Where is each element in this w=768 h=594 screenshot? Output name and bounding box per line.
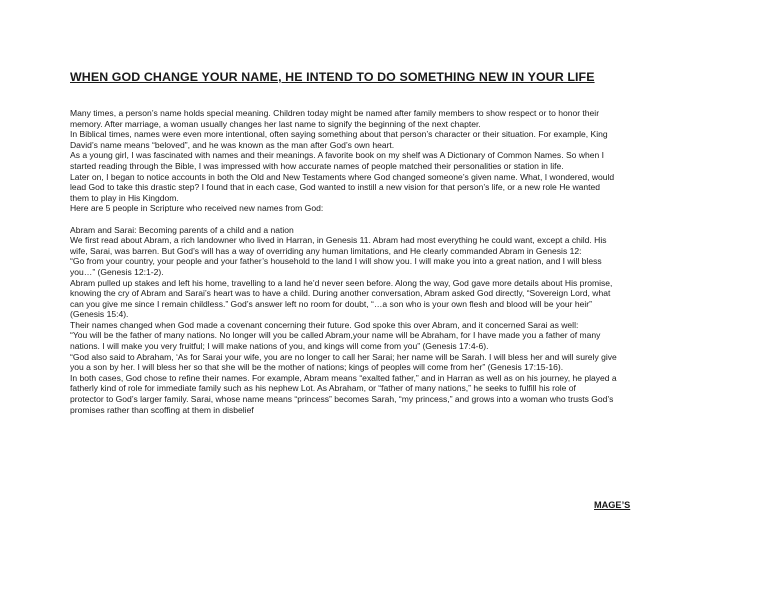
author-signature: MAGE’S — [594, 500, 631, 510]
body-line: lead God to take this drastic step? I found that in each case, God wanted to instill a new vision for that person’s life, or a new role He wanted — [70, 182, 601, 193]
body-line: you a son by her. I will bless her so that she will be the mother of nations; kings of peoples will come from her” (Genesis 17:15-16). — [70, 362, 564, 373]
body-line: them to play in His Kingdom. — [70, 192, 179, 203]
body-line: (Genesis 15:4). — [70, 309, 129, 320]
document-body — [70, 108, 710, 415]
body-line: David’s name means “beloved”, and he was known as the man after God’s own heart. — [70, 139, 395, 150]
body-line: As a young girl, I was fascinated with names and their meanings. A favorite book on my shelf was A Dictionary of Common Names. So when I — [70, 150, 604, 161]
blank-line — [70, 214, 710, 225]
body-line: memory. After marriage, a woman usually changes her last name to signify the beginning of the next chapter. — [70, 118, 481, 129]
body-line: started reading through the Bible, I was impressed with how accurate names of people matched their personalities or station in life. — [70, 160, 564, 171]
body-line: nations. I will make you very fruitful; I will make nations of you, and kings will come from you” (Genesis 17:4-6). — [70, 341, 489, 352]
body-line: Abram and Sarai: Becoming parents of a child and a nation — [70, 224, 294, 235]
body-line: promises rather than scoffing at them in disbelief — [70, 404, 254, 415]
body-line: you…” (Genesis 12:1-2). — [70, 266, 164, 277]
body-line: We first read about Abram, a rich landowner who lived in Harran, in Genesis 11. Abram had most everything he could want, except a child. His — [70, 235, 607, 246]
body-line: “God also said to Abraham, ‘As for Sarai your wife, you are no longer to call her Sarai; her name will be Sarah. I will bless her and will surely give — [70, 351, 617, 362]
body-line: Abram pulled up stakes and left his home, travelling to a land he’d never seen before. Along the way, God gave more details about His promise, — [70, 277, 613, 288]
body-line: “You will be the father of many nations. No longer will you be called Abram,your name will be Abraham, for I have made you a father of many — [70, 330, 601, 341]
body-line: In both cases, God chose to refine their names. For example, Abram means “exalted father,” and in Harran as well as on his journey, he played a — [70, 372, 617, 383]
body-line: protector to God’s larger family. Sarai, whose name means “princess” becomes Sarah, “my princess,” and grows into a woman who trusts God’s — [70, 394, 614, 405]
body-line: Later on, I began to notice accounts in both the Old and New Testaments where God changed someone’s given name. What, I wondered, would — [70, 171, 615, 182]
body-line: fatherly kind of role for immediate family such as his nephew Lot. As Abraham, or “father of many nations,” he seeks to fulfill his role of — [70, 383, 576, 394]
body-line: can you give me since I remain childless.” God’s answer left no room for doubt, “…a son who is your own flesh and blood will be your heir” — [70, 298, 592, 309]
body-line: wife, Sarai, was barren. But God’s will has a way of overriding any human limitations, and He clearly commanded Abram in Genesis 12: — [70, 245, 582, 256]
body-line: In Biblical times, names were even more intentional, often saying something about that person’s character or their situation. For example, King — [70, 129, 608, 140]
body-line: knowing the cry of Abram and Sarai’s heart was to have a child. During another conversation, Abram asked God directly, “Sovereign Lord, what — [70, 288, 611, 299]
body-line: Here are 5 people in Scripture who received new names from God: — [70, 203, 324, 214]
body-line: Many times, a person’s name holds special meaning. Children today might be named after family members to show respect or to honor their — [70, 108, 600, 118]
body-line: Their names changed when God made a covenant concerning their future. God spoke this over Abram, and it concerned Sarai as well: — [70, 319, 579, 330]
document-title: WHEN GOD CHANGE YOUR NAME, HE INTEND TO DO SOMETHING NEW IN YOUR LIFE — [70, 70, 595, 84]
body-line: “Go from your country, your people and your father’s household to the land I will show you. I will make you into a great nation, and I will bless — [70, 256, 602, 267]
